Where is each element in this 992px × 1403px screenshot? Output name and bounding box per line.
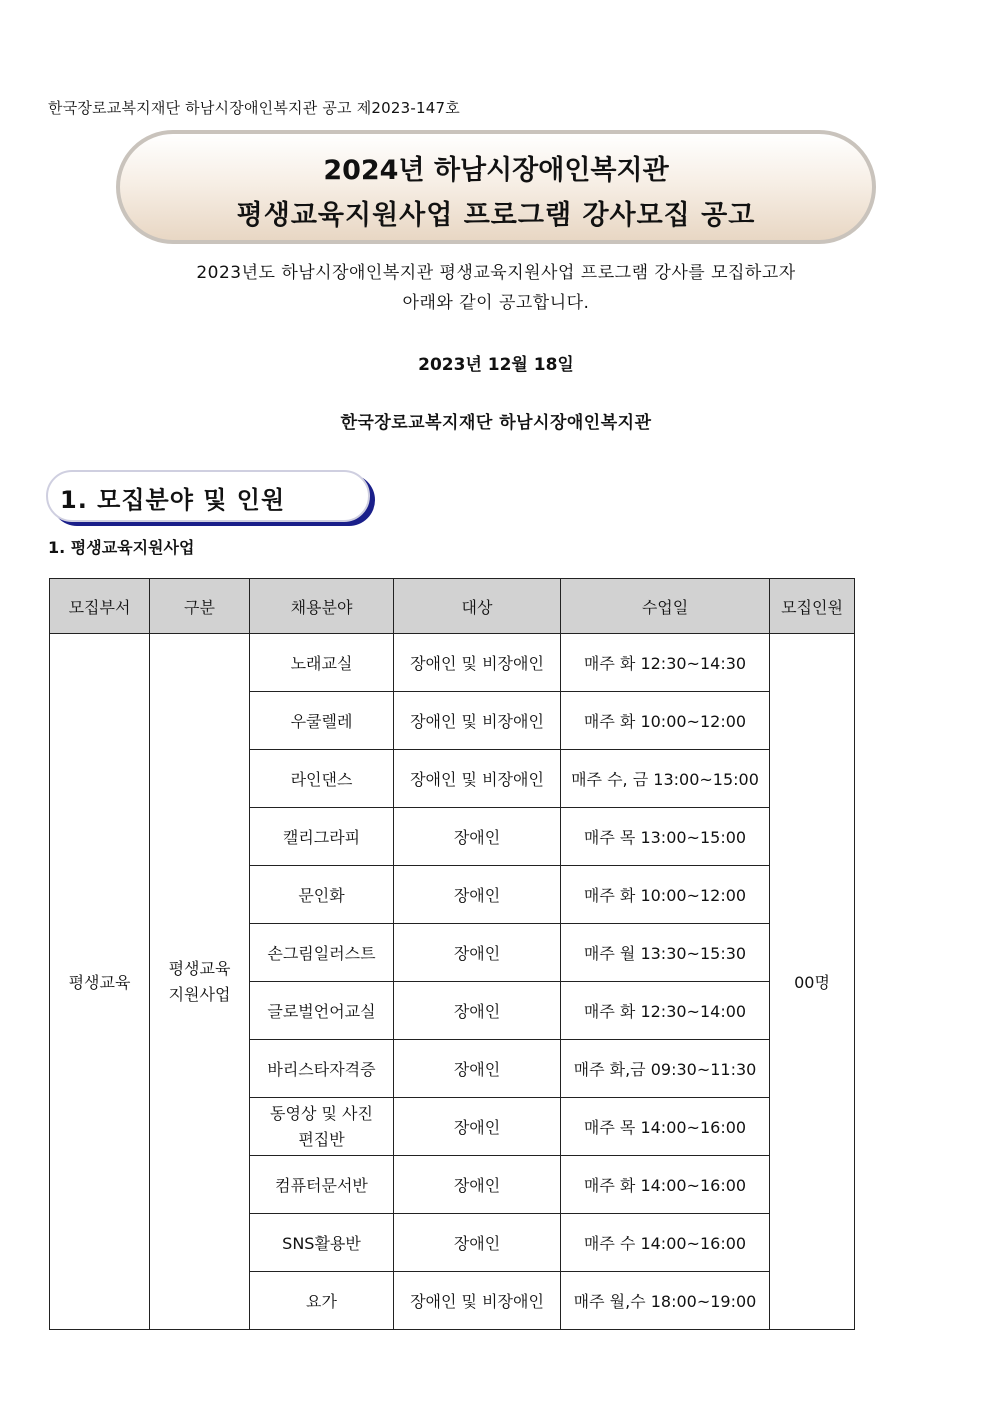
target-cell: 장애인 및 비장애인 <box>394 634 561 692</box>
schedule-cell: 매주 월 13:30~15:30 <box>561 924 770 982</box>
header-field: 채용분야 <box>250 579 394 634</box>
target-cell: 장애인 <box>394 1098 561 1156</box>
field-cell: SNS활용반 <box>250 1214 394 1272</box>
schedule-cell: 매주 수, 금 13:00~15:00 <box>561 750 770 808</box>
target-cell: 장애인 <box>394 924 561 982</box>
field-cell <box>250 1098 394 1156</box>
field-cell: 문인화 <box>250 866 394 924</box>
schedule-cell: 매주 목 13:00~15:00 <box>561 808 770 866</box>
field-line-1: 동영상 및 사진 <box>270 1103 373 1123</box>
schedule-cell: 매주 화 12:30~14:30 <box>561 634 770 692</box>
title-banner <box>116 130 876 244</box>
header-headcount: 모집인원 <box>770 579 855 634</box>
table-row <box>50 634 855 692</box>
target-cell: 장애인 및 비장애인 <box>394 1272 561 1330</box>
headcount-cell: 00명 <box>770 634 855 1330</box>
target-cell: 장애인 <box>394 808 561 866</box>
schedule-cell: 매주 화 14:00~16:00 <box>561 1156 770 1214</box>
schedule-cell: 매주 수 14:00~16:00 <box>561 1214 770 1272</box>
section-heading-box <box>46 470 370 522</box>
header-category: 구분 <box>150 579 250 634</box>
field-cell: 바리스타자격증 <box>250 1040 394 1098</box>
field-cell: 노래교실 <box>250 634 394 692</box>
schedule-cell: 매주 화,금 09:30~11:30 <box>561 1040 770 1098</box>
schedule-cell: 매주 화 10:00~12:00 <box>561 866 770 924</box>
title-line-1: 2024년 하남시장애인복지관 <box>323 155 669 186</box>
target-cell: 장애인 및 비장애인 <box>394 692 561 750</box>
header-target: 대상 <box>394 579 561 634</box>
header-schedule: 수업일 <box>561 579 770 634</box>
intro-line-1: 2023년도 하남시장애인복지관 평생교육지원사업 프로그램 강사를 모집하고자 <box>196 263 796 283</box>
schedule-cell: 매주 목 14:00~16:00 <box>561 1098 770 1156</box>
field-cell: 손그림일러스트 <box>250 924 394 982</box>
title-line-2: 평생교육지원사업 프로그램 강사모집 공고 <box>236 200 756 231</box>
target-cell: 장애인 <box>394 1156 561 1214</box>
table-header-row <box>50 579 855 634</box>
schedule-cell: 매주 화 10:00~12:00 <box>561 692 770 750</box>
field-cell: 캘리그라피 <box>250 808 394 866</box>
intro-text <box>0 258 992 318</box>
field-line-2: 편집반 <box>298 1129 345 1149</box>
notice-date: 2023년 12월 18일 <box>418 355 574 375</box>
intro-line-2: 아래와 같이 공고합니다. <box>402 293 590 313</box>
schedule-cell: 매주 화 12:30~14:00 <box>561 982 770 1040</box>
field-cell: 우쿨렐레 <box>250 692 394 750</box>
target-cell: 장애인 <box>394 1040 561 1098</box>
field-cell: 라인댄스 <box>250 750 394 808</box>
header-department: 모집부서 <box>50 579 150 634</box>
notice-number: 한국장로교복지재단 하남시장애인복지관 공고 제2023-147호 <box>48 99 460 117</box>
section-heading: 1. 모집분야 및 인원 <box>60 486 286 514</box>
department-cell: 평생교육 <box>50 634 150 1330</box>
category-line-2: 지원사업 <box>168 984 231 1004</box>
target-cell: 장애인 <box>394 982 561 1040</box>
target-cell: 장애인 및 비장애인 <box>394 750 561 808</box>
organization-name: 한국장로교복지재단 하남시장애인복지관 <box>340 413 652 433</box>
schedule-cell: 매주 월,수 18:00~19:00 <box>561 1272 770 1330</box>
section-subheading: 1. 평생교육지원사업 <box>48 538 195 557</box>
target-cell: 장애인 <box>394 1214 561 1272</box>
target-cell: 장애인 <box>394 866 561 924</box>
recruitment-table <box>49 578 855 1330</box>
field-cell: 컴퓨터문서반 <box>250 1156 394 1214</box>
category-line-1: 평생교육 <box>168 958 231 978</box>
field-cell: 요가 <box>250 1272 394 1330</box>
category-cell <box>150 634 250 1330</box>
field-cell: 글로벌언어교실 <box>250 982 394 1040</box>
